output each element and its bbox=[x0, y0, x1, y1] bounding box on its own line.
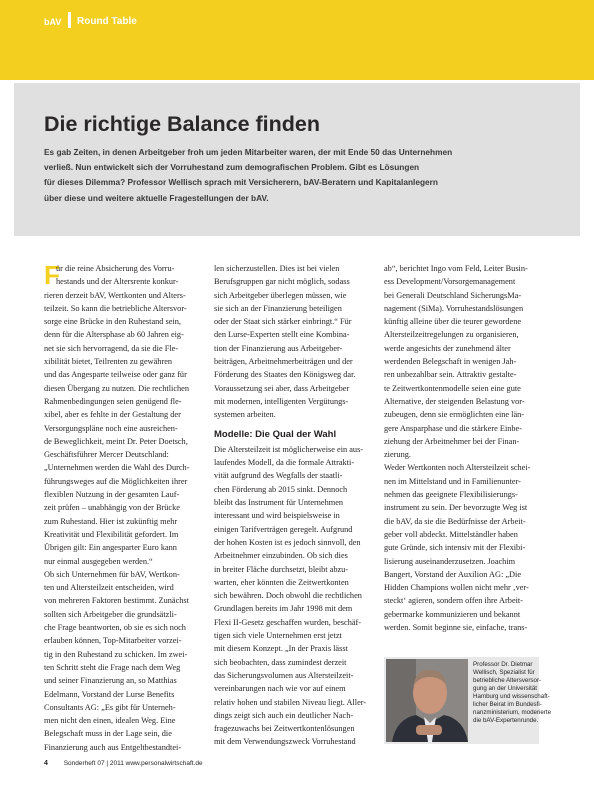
text-line: Arbeitnehmer einzubinden. Ob sich dies bbox=[214, 551, 348, 561]
text-line: mit diesem Konzept. „In der Praxis lässt bbox=[214, 644, 348, 654]
text-line: künftig alleine über die teurer gewordene bbox=[384, 317, 522, 327]
text-line: vität aufgrund des Wegfalls der staatli- bbox=[214, 471, 343, 481]
text-line: tig in den Ruhestand zu schicken. Im zwei- bbox=[44, 649, 188, 659]
text-line: mit dem Verwendungszweck Vorruhestand bbox=[214, 737, 356, 747]
text-line: Ob sich Unternehmen für bAV, Wertkon- bbox=[44, 569, 180, 579]
caption-line: Professor Dr. Dietmar bbox=[473, 661, 533, 668]
text-line: ess Development/Vorsorgemanagement bbox=[384, 277, 516, 287]
page-footer bbox=[44, 760, 203, 767]
text-line: das Sicherungsvolumen aus Altersteilzeit- bbox=[214, 670, 354, 680]
caption-line: die bAV-Expertenrunde. bbox=[473, 717, 539, 724]
issue-label: Sonderheft 07 | 2011 bbox=[63, 760, 124, 767]
text-line: gere Ansparphase und die stärkere Einbe- bbox=[384, 423, 522, 433]
text-line: Versorgungspläne noch eine ausreichen- bbox=[44, 423, 178, 433]
lead-line: verließ. Nun entwickelt sich der Vorruhestand zum demografischen Problem. Gibt es Lösungen bbox=[44, 162, 420, 173]
text-line: sich Arbeitgeber überlegen müssen, wie bbox=[214, 290, 347, 300]
lead-line: über diese und weitere aktuelle Fragestellungen der bAV. bbox=[44, 192, 269, 203]
text-line: sorge eine Brücke in den Ruhestand sein, bbox=[44, 317, 181, 327]
text-line: ziehung der Arbeitnehmer bei der Finan- bbox=[384, 436, 520, 446]
lead-paragraph bbox=[44, 145, 484, 206]
text-line: vereinbarungen nach wie vor auf einem bbox=[214, 684, 346, 694]
text-line: Geschäftsführer Mercer Deutschland: bbox=[44, 450, 169, 460]
text-line: dings zeigt sich auch ein deutlicher Nach- bbox=[214, 710, 354, 720]
text-line: Rahmenbedingungen seien genügend fle- bbox=[44, 396, 182, 406]
text-line: diesen Übergang zu nutzen. Die rechtlichen bbox=[44, 383, 189, 393]
text-line: zubeugen, denn sie ermöglichten eine län- bbox=[384, 410, 525, 420]
section-tag: bAV bbox=[44, 17, 62, 27]
text-line: Kreativität und Flexibilität gefordert. Im bbox=[44, 529, 179, 539]
text-line: che Frage beantworten, ob sie es sich noch bbox=[44, 623, 186, 633]
text-line: len sicherzustellen. Dies ist bei vielen bbox=[214, 264, 340, 273]
page-number: 4 bbox=[44, 760, 48, 767]
text-line: tigen sich viele Unternehmen erst jetzt bbox=[214, 631, 342, 641]
text-line: Finanzierung auch aus Entgeltbestandtei- bbox=[44, 742, 182, 752]
text-line: net sie sich hervorragend, da sie die Fle- bbox=[44, 343, 179, 353]
text-line: systemen arbeiten. bbox=[214, 410, 276, 420]
text-column-1 bbox=[44, 262, 204, 754]
text-line: werde angesichts der zunehmend älter bbox=[384, 343, 511, 353]
text-line: ren unbezahlbar sein. Attraktiv gestalte- bbox=[384, 370, 517, 380]
text-line: gebermarke kommunizieren und bekannt bbox=[384, 609, 521, 619]
text-line: teilzeit. So kann die betriebliche Altersvor- bbox=[44, 303, 187, 313]
text-line: Grundlagen bereits im Jahr 1998 mit dem bbox=[214, 604, 353, 614]
caption-line: nanzministerium, moderierte bbox=[473, 709, 552, 716]
drop-cap: F bbox=[44, 260, 60, 290]
text-line: flexiblen Nutzung in der gesamten Lauf- bbox=[44, 490, 180, 500]
text-line: fragezuwachs bei Zeitwertkontenlösungen bbox=[214, 724, 355, 734]
text-line: ten und Altersteilzeit entscheiden, wird bbox=[44, 583, 174, 593]
text-line: de Beweglichkeit, meint Dr. Peter Doetsch, bbox=[44, 436, 188, 446]
text-line: Weder Wertkonten noch Altersteilzeit schei- bbox=[384, 463, 531, 473]
text-line: bei Generali Deutschland SicherungsMa- bbox=[384, 290, 522, 300]
text-line: werden. Somit beginne sie, einfache, trans- bbox=[384, 623, 528, 633]
text-line: sollten sich Arbeitgeber die grundsätzli- bbox=[44, 609, 177, 619]
text-line: xibilität bietet, Teilrenten zu gewähren bbox=[44, 357, 173, 367]
text-line: rieren derzeit bAV, Wertkonten und Alters- bbox=[44, 290, 186, 300]
text-line: einigen Tarifverträgen geregelt. Aufgrund bbox=[214, 524, 353, 534]
text-line: die bAV, da sie die Bedürfnisse der Arbeit- bbox=[384, 516, 526, 526]
subheading: Modelle: Die Qual der Wahl bbox=[214, 428, 337, 440]
text-line: werdenden Belegschaft in wenigen Jah- bbox=[384, 357, 517, 367]
text-line: zum Ruhestand. Hier ist zukünftig mehr bbox=[44, 516, 178, 526]
text-line: oder der Staat sich stärker einbringt.“ Für bbox=[214, 317, 352, 327]
text-line: hestands und der Altersrente konkur- bbox=[56, 277, 179, 287]
text-line: beiträgen, Arbeitnehmerbeiträgen und der bbox=[214, 357, 353, 367]
text-line: Berufsgruppen gar nicht möglich, sodass bbox=[214, 277, 350, 287]
text-line: nur einmal ausgegeben werden.“ bbox=[44, 556, 153, 566]
text-line: relativ hohen und stabilen Niveau liegt. Aller- bbox=[214, 697, 367, 707]
text-line: ten Schritt steht die Frage nach dem Weg bbox=[44, 662, 181, 672]
caption-line: gung an der Universität bbox=[473, 685, 537, 692]
portrait-photo bbox=[386, 659, 468, 742]
text-line: Übrigen gilt: Ein angesparter Euro kann bbox=[44, 543, 177, 553]
text-line: tion der Finanzierung aus Arbeitgeber- bbox=[214, 343, 343, 353]
lead-line: Es gab Zeiten, in denen Arbeitgeber froh um jeden Mitarbeiter waren, der mit Ende 50 das Unternehmen bbox=[44, 147, 453, 157]
text-line: Altersteilzeitregelungen zu organisieren, bbox=[384, 330, 519, 340]
header-band bbox=[0, 0, 594, 80]
text-line: Bangert, Vorstand der Auxilion AG: „Die bbox=[384, 569, 522, 579]
text-line: sich beobachten, dass zumindest derzeit bbox=[214, 657, 347, 667]
text-line: instrument zu sein. Der bevorzugte Weg ist bbox=[384, 503, 528, 513]
text-line: denn für die Altersphase ab 60 Jahren eig- bbox=[44, 330, 184, 340]
text-line: nagement (SiMa). Vorruhestandslösungen bbox=[384, 303, 524, 313]
section-label: Round Table bbox=[77, 16, 137, 27]
text-line: sie sich an der Finanzierung beteiligen bbox=[214, 303, 342, 313]
text-line: mit modernen, intelligenten Vergütungs- bbox=[214, 396, 349, 406]
text-line: steckt‘ agieren, sondern offen ihre Arbeit- bbox=[384, 596, 523, 606]
text-line: xibel, aber es fehlte in der Gestaltung der bbox=[44, 410, 181, 420]
website-label: www.personalwirtschaft.de bbox=[125, 760, 203, 767]
text-line: Edelmann, Vorstand der Lurse Benefits bbox=[44, 689, 175, 699]
text-line: interessant und wird beispielsweise in bbox=[214, 511, 340, 521]
section-divider bbox=[68, 12, 71, 28]
text-line: Voraussetzung sei aber, dass Arbeitgeber bbox=[214, 383, 350, 393]
text-line: Consultants AG: „Es gibt für Unterneh- bbox=[44, 702, 176, 712]
text-line: Hidden Champions wollen nicht mehr ‚ver- bbox=[384, 583, 529, 593]
text-line: laufendes Modell, da die formale Attrakti- bbox=[214, 458, 355, 468]
column-2-top bbox=[214, 262, 374, 422]
text-column-3 bbox=[384, 262, 544, 634]
text-line: Die Altersteilzeit ist möglicherweise ein aus- bbox=[214, 444, 364, 454]
text-line: nen im Mittelstand und in Familienunter- bbox=[384, 476, 521, 486]
caption-line: betriebliche Altersversor- bbox=[473, 677, 542, 684]
text-line: und das Angesparte teilweise oder ganz für bbox=[44, 370, 187, 380]
text-line: erlauben können, Top-Mitarbeiter vorzei- bbox=[44, 636, 182, 646]
text-line: ab“, berichtet Ingo vom Feld, Leiter Busin- bbox=[384, 264, 528, 273]
text-line: in breiter Fläche durchsetzt, bleibt abzu- bbox=[214, 564, 349, 574]
page-title: Die richtige Balance finden bbox=[44, 112, 320, 136]
text-line: nehmen das geeignete Flexibilisierungs- bbox=[384, 490, 518, 500]
text-line: führungsweges auf die Möglichkeiten ihrer bbox=[44, 476, 188, 486]
text-line: und seiner Finanzierung an, so Matthias bbox=[44, 676, 177, 686]
text-line: zierung. bbox=[384, 450, 411, 460]
text-line: „Unternehmen werden die Wahl des Durch- bbox=[44, 463, 190, 473]
text-line: sich bewähren. Doch obwohl die rechtlichen bbox=[214, 591, 362, 601]
caption-line: Hamburg und wissenschaft- bbox=[473, 693, 550, 700]
text-line: men nicht den einen, idealen Weg. Eine bbox=[44, 716, 176, 726]
text-line: chen Förderung ab 2015 sinkt. Dennoch bbox=[214, 484, 348, 494]
text-line: von mehreren Faktoren bestimmt. Zunächst bbox=[44, 596, 189, 606]
column-2-bottom bbox=[214, 443, 374, 749]
text-line: den Lurse-Experten stellt eine Kombina- bbox=[214, 330, 350, 340]
text-line: Flexi II-Gesetz geschaffen wurden, beschäf- bbox=[214, 617, 362, 627]
text-line: lisierung auseinanderzusetzen. Joachim bbox=[384, 556, 516, 566]
text-line: zeit prüfen – unabhängig von der Brücke bbox=[44, 503, 180, 513]
photo-caption bbox=[473, 661, 552, 725]
text-line: Alternative, der steigenden Belastung vor- bbox=[384, 396, 525, 406]
caption-line: licher Beirat im Bundesfi- bbox=[473, 701, 542, 708]
text-line: te Zeitwertkontenmodelle seien eine gute bbox=[384, 383, 521, 393]
lead-line: für dieses Dilemma? Professor Wellisch sprach mit Versicherern, bAV-Beratern und Kapitalanlegern bbox=[44, 177, 438, 188]
text-line: der hohen Kosten ist es jedoch sinnvoll, den bbox=[214, 537, 361, 547]
text-line: bleibt das Instrument für Unternehmen bbox=[214, 498, 344, 508]
text-line: gute Gründe, sich intensiv mit der Flexibi- bbox=[384, 543, 526, 553]
text-column-2 bbox=[214, 262, 374, 749]
text-line: warten, eher könnten die Zeitwertkonten bbox=[214, 577, 349, 587]
text-line: ür die reine Absicherung des Vorru- bbox=[56, 264, 175, 273]
text-line: geber voll abdeckt. Mittelständler haben bbox=[384, 529, 518, 539]
text-line: Förderung des Staates den Königsweg dar. bbox=[214, 370, 356, 380]
text-line: Belegschaft muss in der Lage sein, die bbox=[44, 729, 172, 739]
caption-line: Wellisch, Spezialist für bbox=[473, 669, 535, 676]
